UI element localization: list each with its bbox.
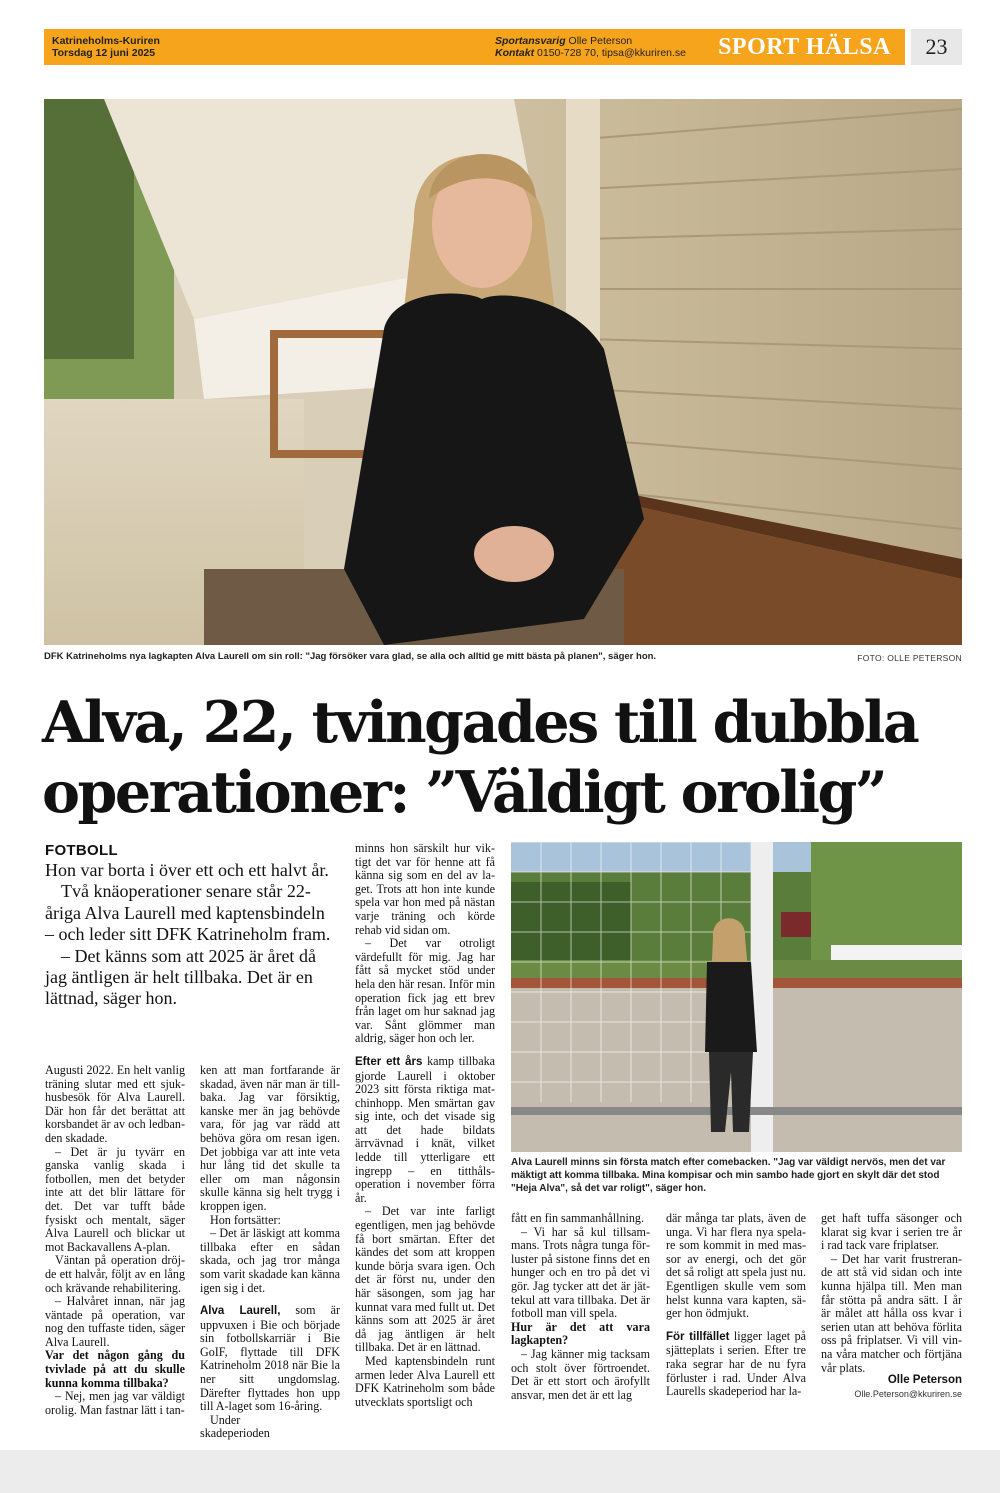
paragraph: fått en fin sammanhållning. bbox=[511, 1211, 644, 1225]
contact-block bbox=[495, 35, 686, 59]
section-title: SPORT HÄLSA bbox=[718, 34, 891, 60]
paragraph: – Det var otroligt värdefullt för mig. Jag har fått så mycket stöd under hela den här resan. Inför min operation fick jag ett brev från laget om hur saknad jag var. Sånt glömmer man aldrig, säger hon och ler. bbox=[355, 936, 495, 1046]
paragraph: Hon fortsätter: bbox=[210, 1212, 281, 1227]
paragraph: Väntan på operation dröjde ett halvår, följt av en lång och krävande rehabilitering. bbox=[45, 1253, 185, 1295]
page-header bbox=[44, 29, 905, 65]
body-column-6 bbox=[821, 1212, 962, 1375]
paragraph: Med kaptensbindeln runt armen leder Alva Laurell ett DFK Katrineholm som både utvecklats sportsligt och bbox=[355, 1353, 495, 1409]
paragraph: minns hon särskilt hur viktigt det var för henne att få känna sig som en del av laget. Trots att hon inte kunde spela var hon med på nästan varje träning och körde rehab vid sidan om. bbox=[355, 841, 495, 937]
paragraph: Augusti 2022. En helt vanlig träning slutar med ett sjukhusbesök för Alva Laurell. Där hon får det berättat att korsbandet är av och ledbanden skadade. bbox=[45, 1063, 185, 1145]
intro-p2: Två knäoperationer senare står 22-åriga Alva Laurell med kaptensbindeln – och leder sitt DFK Katrineholm fram. bbox=[45, 881, 331, 945]
paragraph bbox=[666, 1330, 806, 1399]
paragraph: – Halvåret innan, när jag väntade på operation, var nog den tuffaste tiden, säger Alva Laurell. bbox=[45, 1294, 185, 1349]
paper-name: Katrineholms-Kuriren bbox=[52, 35, 160, 47]
body-column-1 bbox=[45, 1064, 185, 1417]
viewer-background bbox=[0, 1450, 1000, 1493]
main-photo-caption: DFK Katrineholms nya lagkapten Alva Laurell om sin roll: "Jag försöker vara glad, se alla och alltid ge mitt bästa på planen", säger hon. bbox=[44, 651, 657, 662]
paragraph: – Vi har så kul tillsammans. Trots några tunga förluster på sistone finns det en hunger och en tro på det vi gör. Jag tycker att det är jättekul att vara tillbaka. Det är fotboll man vill spela. bbox=[511, 1224, 650, 1321]
field-illustration bbox=[511, 842, 962, 1152]
paragraph: – Det har varit frustrerande att stå vid sidan och inte kunna hjälpa till. Men man får stötta på andra sätt. I år är målet att hålla oss kvar i serien utan att behöva förlita oss på friplatser. Vi vill vinna våra matcher och förtjäna vår plats. bbox=[821, 1251, 962, 1375]
portrait-illustration bbox=[44, 99, 962, 645]
paragraph bbox=[200, 1304, 340, 1414]
sport-editor: Olle Peterson bbox=[568, 35, 633, 47]
headline-line-2: operationer: ”Väldigt orolig” bbox=[42, 759, 886, 826]
masthead bbox=[52, 35, 160, 59]
lead-in: Efter ett års bbox=[355, 1055, 423, 1068]
paragraph: get haft tuffa säsonger och klarat sig kvar i serien tre år i rad tack vare friplatser. bbox=[821, 1211, 962, 1253]
body-column-4 bbox=[511, 1212, 650, 1402]
paragraph: – Det var inte farligt egentligen, men jag behövde få bort smärtan. Efter det kändes det som att kroppen kunde börja svara igen. Och det är först nu, under den här säsongen, som jag har kunnat vara med fullt ut. Det känns som att 2025 är året då jag äntligen är helt tillbaka. Det är en lättnad. bbox=[355, 1204, 495, 1355]
paragraph-text: som är uppvuxen i Bie och började sin fotbollskarriär i Bie GoIF, flyttade till DFK Katrineholm 2018 när Bie la ner sitt ungdomslag. Därefter flyttades hon upp till A-laget som 16-åring. bbox=[200, 1303, 340, 1414]
paragraph: – Det är läskigt att komma tillbaka efter en sådan skada, och jag tror många som varit skadade kan känna igen sig i det. bbox=[200, 1226, 340, 1295]
headline bbox=[42, 688, 962, 828]
paragraph: Under skadeperioden bbox=[200, 1412, 270, 1441]
paragraph-text: ligger laget på sjätteplats i serien. Efter tre raka segrar har de nu fyra förluster i rad. Under Alva Laurells skadeperiod har la- bbox=[666, 1328, 806, 1399]
paragraph: – Nej, men jag var väldigt orolig. Man fastnar lätt i tan- bbox=[45, 1389, 185, 1417]
contact-value: 0150-728 70, tipsa@kkuriren.se bbox=[537, 47, 687, 59]
sport-label: Sportansvarig bbox=[495, 35, 566, 47]
lead-in: För tillfället bbox=[666, 1330, 730, 1343]
issue-date: Torsdag 12 juni 2025 bbox=[52, 47, 156, 59]
paragraph: – Det är ju tyvärr en ganska vanlig skada i fotbollen, men det betyder inte att det blir lättare för det. Det var tufft både fysiskt och mentalt, säger Alva Laurell och blickar ut mot Backavallens A-plan. bbox=[45, 1144, 185, 1254]
kicker: FOTBOLL bbox=[45, 842, 118, 859]
intro-p1: Hon var borta i över ett och ett halvt år. bbox=[45, 860, 329, 880]
byline-email[interactable]: Olle.Peterson@kkuriren.se bbox=[854, 1389, 962, 1399]
body-column-5 bbox=[666, 1212, 806, 1399]
body-column-2 bbox=[200, 1064, 340, 1441]
question: Hur är det att vara lagkapten? bbox=[511, 1319, 650, 1348]
intro bbox=[45, 860, 335, 1010]
secondary-photo-caption: Alva Laurell minns sin första match efter comebacken. "Jag var väldigt nervös, men det var mäktigt att komma tillbaka. Mina kompisar och min sambo hade gjort en skylt där det stod "Heja Alva", så det var roligt", säger hon. bbox=[511, 1157, 946, 1195]
paragraph bbox=[355, 1055, 495, 1206]
photo-credit: FOTO: OLLE PETERSON bbox=[857, 653, 962, 663]
byline: Olle Peterson bbox=[887, 1374, 962, 1386]
paragraph: – Jag känner mig tacksam och stolt över förtroendet. Det är ett stort och ärofyllt ansvar, men det är ett lag bbox=[511, 1346, 650, 1402]
question: Var det någon gång du tvivlade på att du skulle kunna komma tillbaka? bbox=[45, 1348, 185, 1390]
paragraph: där många tar plats, även de unga. Vi har flera nya spelare som kommit in med massor av energi, och det gör det så roligt att spela just nu. Egentligen skulle vem som helst kunna vara kapten, säger hon ödmjukt. bbox=[666, 1211, 806, 1321]
secondary-photo bbox=[511, 842, 962, 1152]
intro-p3: – Det känns som att 2025 är året då jag äntligen är helt tillbaka. Det är en lättnad, säger hon. bbox=[45, 945, 316, 1009]
paragraph: ken att man fortfarande är skadad, även när man är tillbaka. Jag var försiktig, kanske mer än jag behövde vara, för jag var rädd att behöva göra om resan igen. Det jobbiga var att inte veta hur lång tid det skulle ta eller om man någonsin skulle känna sig helt trygg i kroppen igen. bbox=[200, 1063, 340, 1213]
body-column-3 bbox=[355, 842, 495, 1409]
headline-line-1: Alva, 22, tvingades till dubbla bbox=[42, 689, 918, 756]
lead-in: Alva Laurell, bbox=[200, 1305, 281, 1318]
main-photo bbox=[44, 99, 962, 645]
contact-label: Kontakt bbox=[495, 47, 535, 59]
page-number: 23 bbox=[911, 29, 962, 65]
paragraph-text: kamp tillbaka gjorde Laurell i oktober 2023 sitt första riktiga matchinhopp. Men smärtan gav sig inte, och det visade sig att det hade bildats ärrvävnad i knät, vilket ledde till ytterligare ett ingrepp – en titthålsoperation i november förra år. bbox=[355, 1053, 495, 1205]
